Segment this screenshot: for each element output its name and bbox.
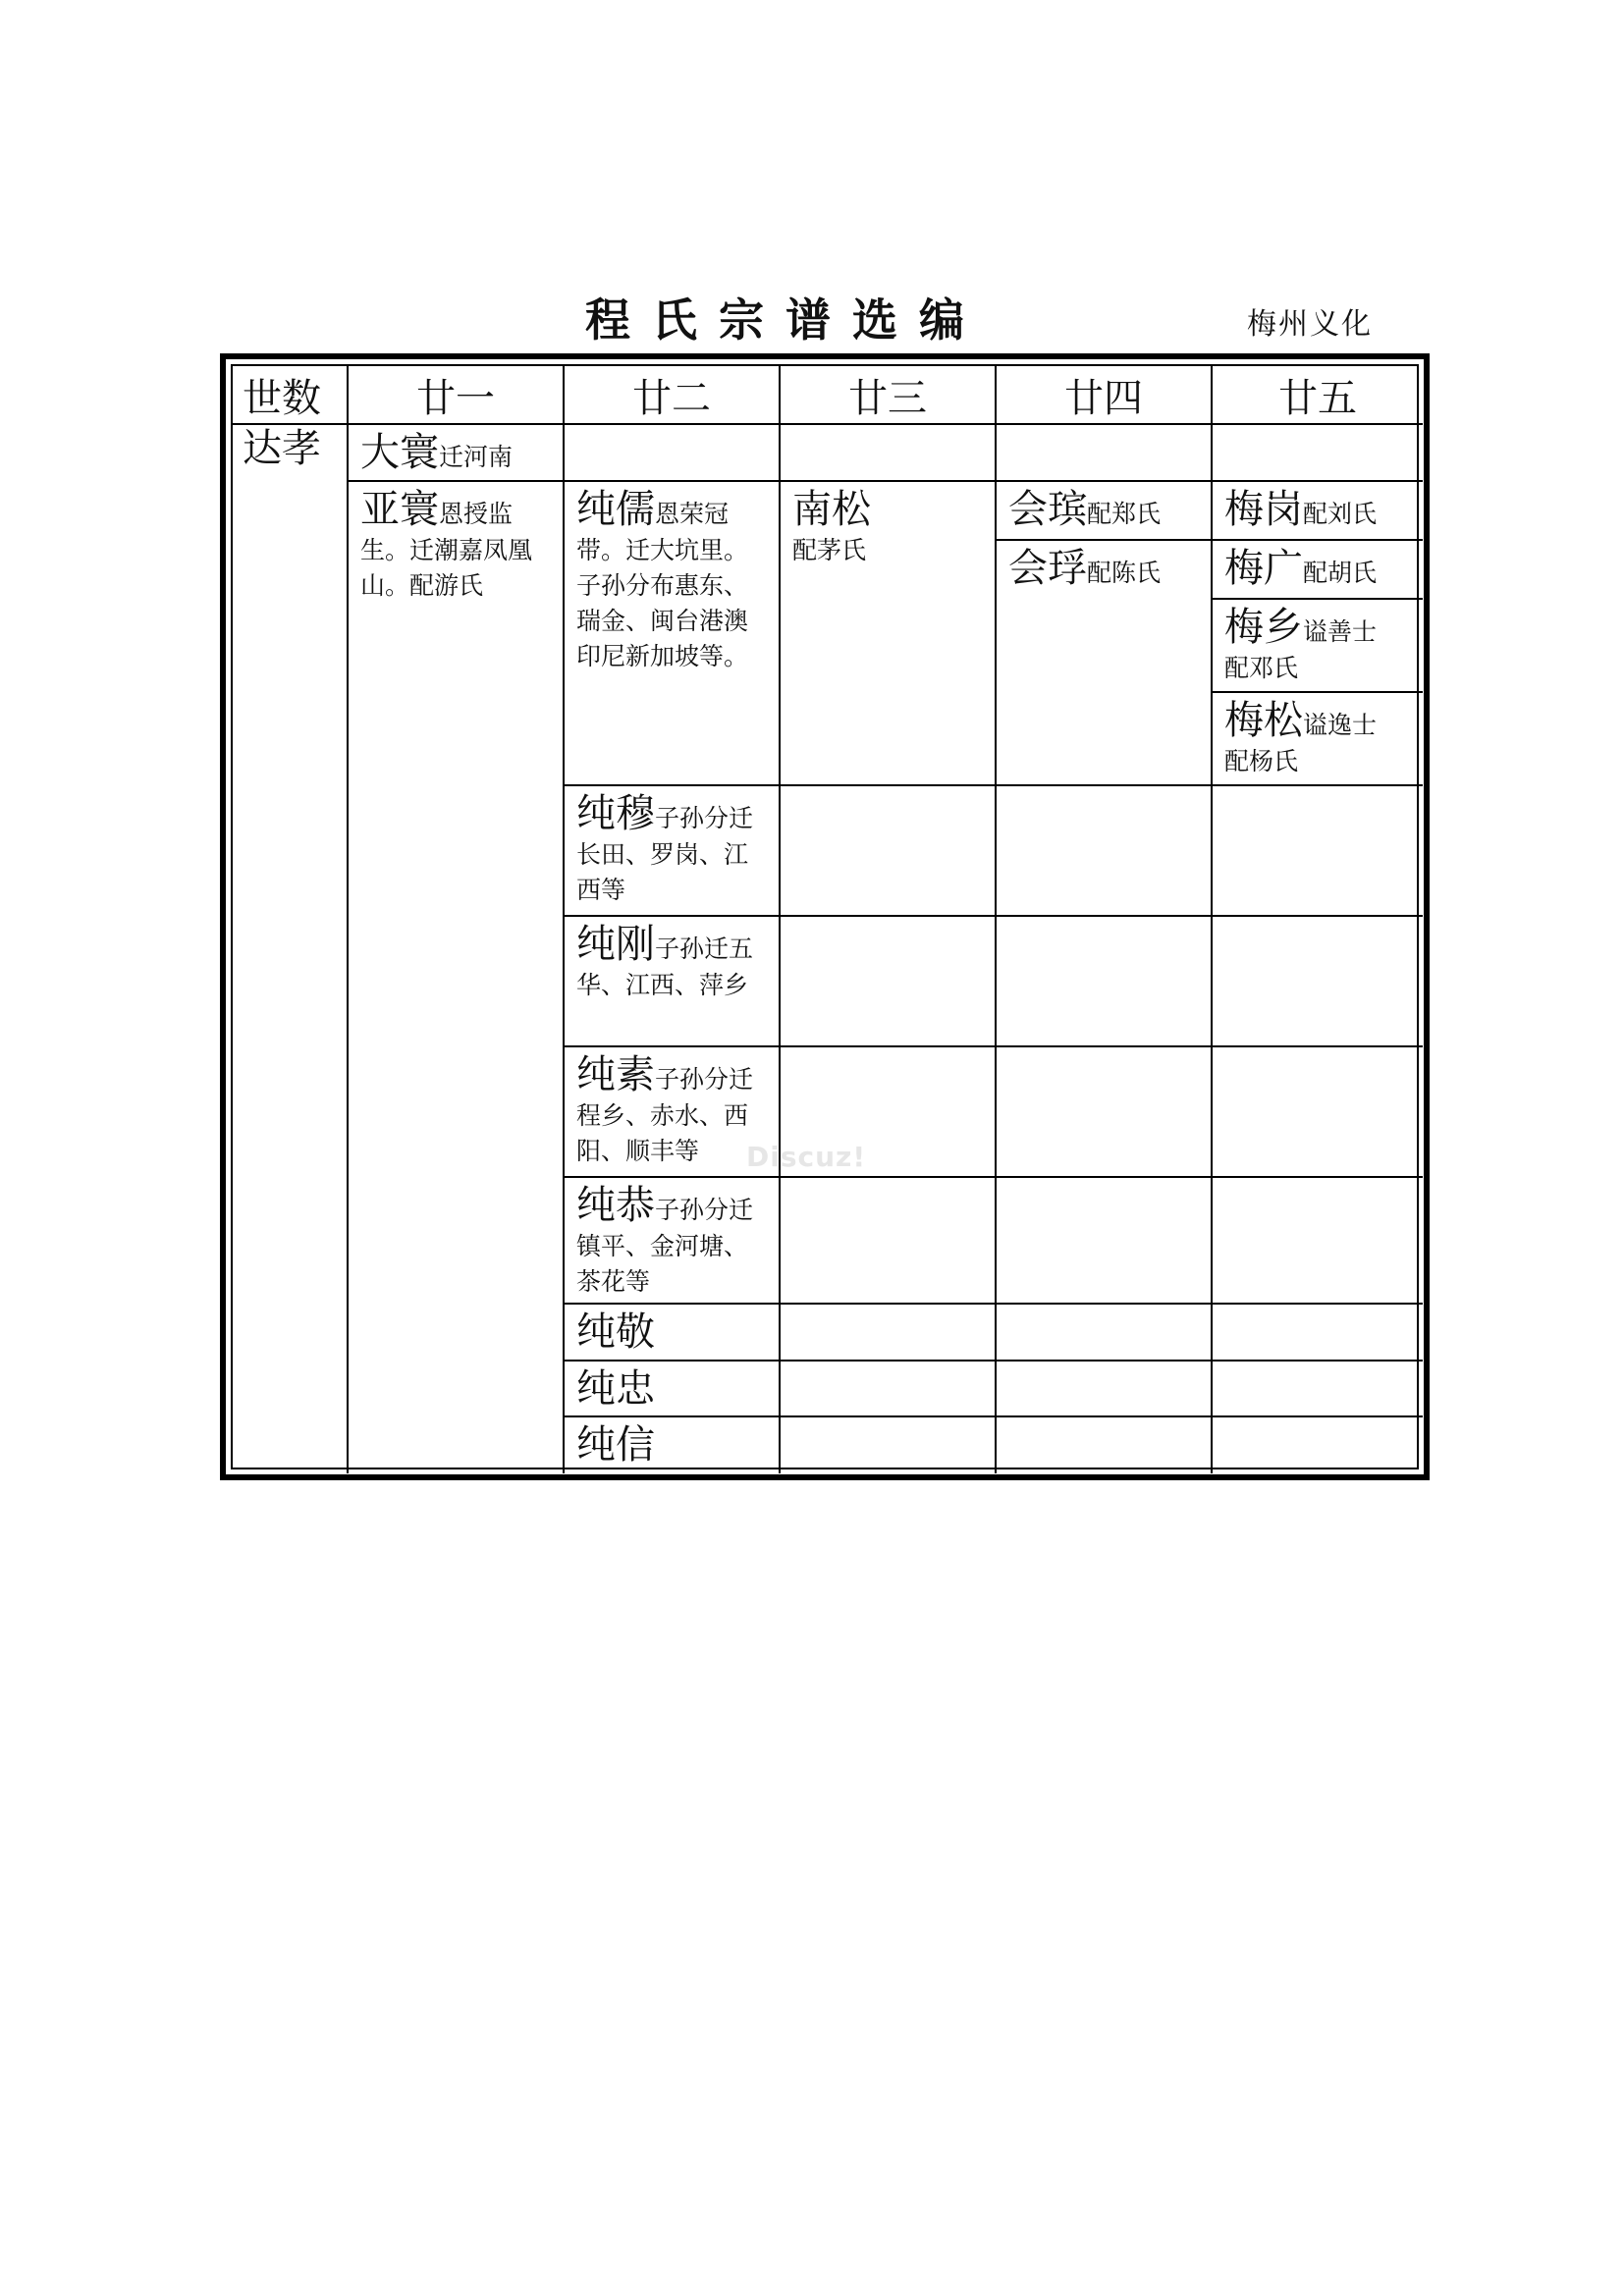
g25-spouse-3: 配杨氏 [1224,747,1299,775]
g24-name-0: 会瑸 [1008,487,1087,532]
empty-cell [997,917,1213,1047]
g22-cell-4 [565,1178,781,1305]
gen-header-25: 廿五 [1213,366,1423,425]
g22-name-0: 纯儒 [576,487,655,532]
gen-header-21: 廿一 [349,366,565,425]
page-title: 程氏宗谱选编 [585,294,986,347]
g22-name-6: 纯忠 [576,1366,655,1412]
g21-name-1: 亚寰 [360,487,439,532]
empty-cell [997,1305,1213,1362]
empty-cell [997,1362,1213,1417]
g25-cell-3 [1213,693,1423,786]
empty-cell [781,425,997,482]
empty-cell [997,1047,1213,1178]
empty-cell [565,425,781,482]
g24-cell-1 [997,541,1213,786]
g22-name-4: 纯恭 [576,1183,655,1228]
g24-note-1: 配陈氏 [1087,559,1162,587]
watermark: Discuz! [746,1141,867,1173]
empty-cell [997,425,1213,482]
genealogy-table [220,353,1430,1480]
g25-name-0: 梅岗 [1224,487,1303,532]
g25-note-1: 配胡氏 [1303,559,1378,587]
empty-cell [1213,786,1423,917]
empty-cell [781,1178,997,1305]
gen-header-24: 廿四 [997,366,1213,425]
empty-cell [1213,1178,1423,1305]
empty-cell [997,1178,1213,1305]
g24-name-1: 会琈 [1008,546,1087,591]
g22-cell-7 [565,1417,781,1473]
g21-cell-0 [349,425,565,482]
g22-cell-0 [565,482,781,786]
g22-cell-2 [565,917,781,1047]
g22-note-4: 子孙分迁镇平、金河塘、茶花等 [576,1196,754,1296]
empty-cell [1213,425,1423,482]
gen-header-22: 廿二 [565,366,781,425]
empty-cell [781,917,997,1047]
g22-note-3: 子孙分迁程乡、赤水、西阳、顺丰等 [576,1065,754,1165]
g23-name-0: 南松 [792,487,871,532]
g22-name-2: 纯刚 [576,922,655,967]
g22-name-5: 纯敬 [576,1309,655,1355]
g23-cell-0 [781,482,997,786]
empty-cell [781,1305,997,1362]
g25-name-2: 梅乡 [1224,605,1303,650]
g23-note-0: 配茅氏 [792,536,867,564]
g22-name-7: 纯信 [576,1422,655,1468]
g25-note-3: 谥逸士 [1303,711,1378,739]
g22-name-1: 纯穆 [576,791,655,836]
g25-name-3: 梅松 [1224,698,1303,743]
g25-name-1: 梅广 [1224,546,1303,591]
header-label: 世数 [233,366,349,425]
g25-note-2: 谥善士 [1303,617,1378,646]
g24-cell-0 [997,482,1213,541]
g25-spouse-2: 配邓氏 [1224,654,1299,682]
empty-cell [1213,1047,1423,1178]
empty-cell [1213,917,1423,1047]
g22-note-2: 子孙迁五华、江西、萍乡 [576,934,754,999]
empty-cell [1213,1305,1423,1362]
g22-note-1: 子孙分迁长田、罗岗、江西等 [576,804,754,904]
ancestor-cell [233,425,349,1473]
g22-cell-5 [565,1305,781,1362]
g21-cell-1 [349,482,565,1473]
empty-cell [997,786,1213,917]
g22-cell-1 [565,786,781,917]
g25-note-0: 配刘氏 [1303,500,1378,528]
empty-cell [781,786,997,917]
empty-cell [781,1417,997,1473]
g22-note-0: 恩荣冠带。迁大坑里。子孙分布惠东、瑞金、闽台港澳印尼新加坡等。 [576,500,749,670]
ancestor-name: 达孝 [243,426,321,471]
g25-cell-0 [1213,482,1423,541]
empty-cell [781,1362,997,1417]
g25-cell-2 [1213,600,1423,693]
g21-name-0: 大寰 [360,430,439,475]
empty-cell [1213,1362,1423,1417]
g21-note-0: 迁河南 [439,443,514,471]
publisher-label: 梅州义化 [1247,307,1373,342]
genealogy-table-inner [231,364,1419,1469]
g22-cell-6 [565,1362,781,1417]
g25-cell-1 [1213,541,1423,600]
g22-name-3: 纯素 [576,1052,655,1097]
empty-cell [1213,1417,1423,1473]
g24-note-0: 配郑氏 [1087,500,1162,528]
gen-header-23: 廿三 [781,366,997,425]
g21-note-1: 恩授监生。迁潮嘉凤凰山。配游氏 [360,500,533,600]
empty-cell [997,1417,1213,1473]
